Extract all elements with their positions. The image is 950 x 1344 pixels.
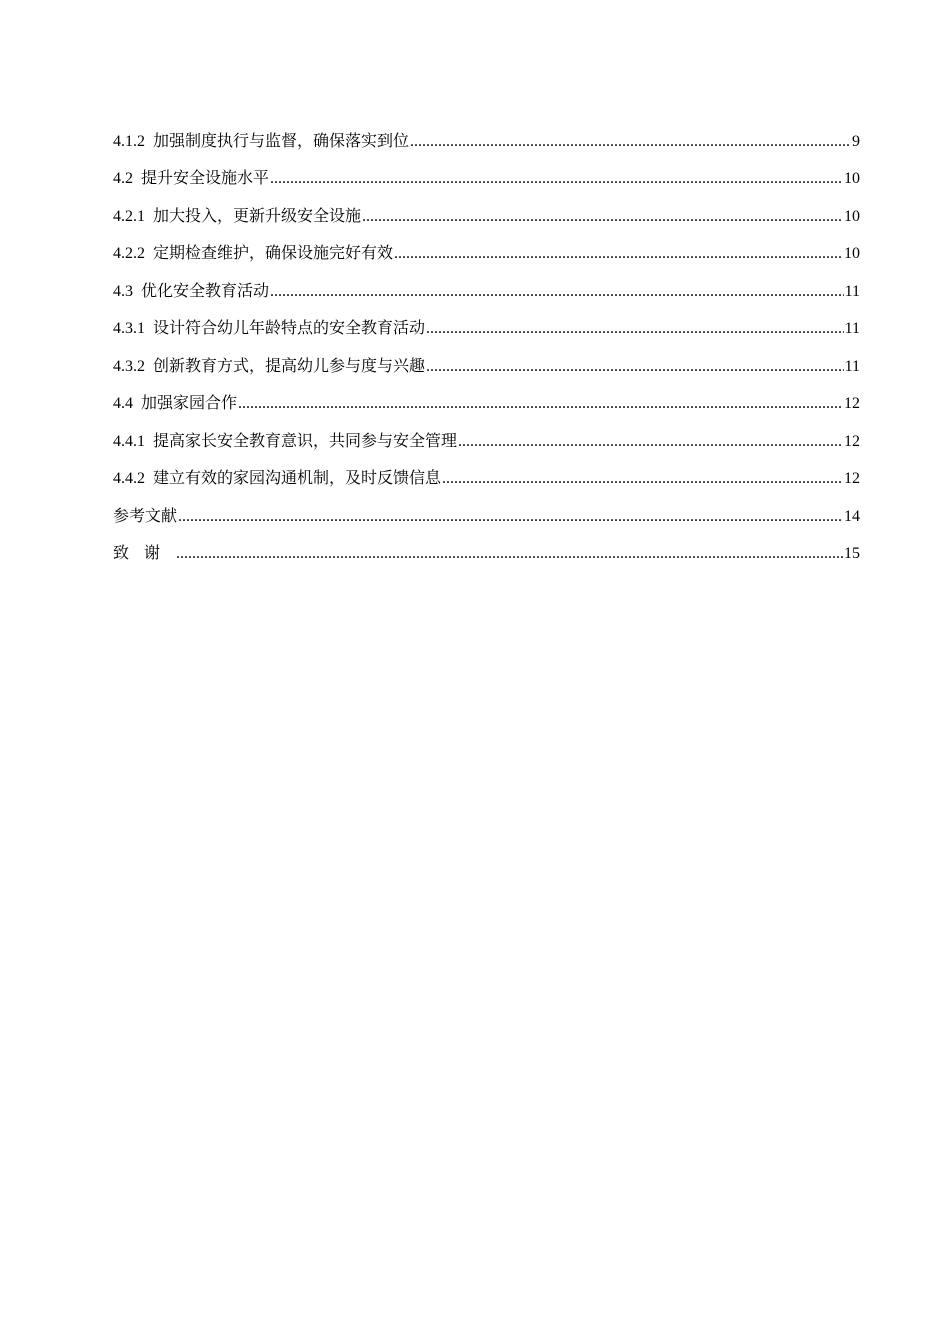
- toc-entry-text: 定期检查维护，确保设施完好有效: [153, 245, 394, 262]
- toc-entry-text: 优化安全教育活动: [141, 282, 270, 300]
- toc-entry-text: 设计符合幼儿年龄特点的安全教育活动: [153, 320, 426, 337]
- toc-entry[interactable]: [113, 118, 860, 156]
- toc-entry-title: [113, 428, 457, 456]
- toc-leader-dots: [270, 278, 844, 306]
- toc-entry[interactable]: [113, 306, 860, 344]
- toc-leader-dots: [362, 203, 843, 231]
- toc-entry-title: [113, 128, 409, 156]
- toc-leader-dots: [426, 315, 844, 343]
- toc-entry-number: 4.1.2: [113, 132, 145, 150]
- toc-entry-text: 加强制度执行与监督，确保落实到位: [153, 132, 410, 150]
- toc-leader-dots: [426, 353, 844, 381]
- toc-page-number: 10: [844, 170, 860, 187]
- toc-page-number: 12: [844, 432, 860, 450]
- toc-leader-dots: [238, 390, 843, 418]
- toc-leader-dots: [176, 540, 843, 568]
- toc-entry[interactable]: [113, 156, 860, 194]
- toc-entry-number: 4.3.1: [113, 320, 145, 337]
- toc-entry[interactable]: [113, 193, 860, 231]
- toc-entry-number: 4.2.1: [113, 207, 145, 225]
- toc-entry-title: [113, 390, 237, 418]
- toc-entry-title: 参考文献: [113, 507, 178, 525]
- toc-entry[interactable]: [113, 231, 860, 269]
- toc-entry[interactable]: [113, 418, 860, 456]
- toc-entry-number: 4.3.2: [113, 357, 145, 375]
- toc-page-number: 14: [844, 507, 860, 525]
- toc-page-number: 11: [844, 282, 860, 300]
- toc-page-number: 11: [844, 320, 860, 337]
- toc-entry-number: 4.3: [113, 282, 133, 300]
- toc-page-number: 12: [844, 470, 860, 487]
- table-of-contents: [113, 118, 860, 568]
- toc-entry-number: 4.4.2: [113, 470, 145, 487]
- toc-entry[interactable]: [113, 381, 860, 419]
- toc-leader-dots: [442, 465, 843, 493]
- toc-entry-text: 建立有效的家园沟通机制，及时反馈信息: [153, 470, 442, 487]
- toc-entry-title: [113, 315, 425, 343]
- toc-entry-title: [113, 165, 269, 193]
- toc-leader-dots: [270, 165, 843, 193]
- toc-entry-references[interactable]: [113, 493, 860, 531]
- toc-entry-title: [113, 465, 441, 493]
- toc-entry[interactable]: [113, 343, 860, 381]
- toc-leader-dots: [394, 240, 843, 268]
- toc-entry-title: [113, 203, 361, 231]
- toc-leader-dots: [178, 503, 843, 531]
- toc-entry[interactable]: [113, 456, 860, 494]
- toc-entry-number: 4.4: [113, 395, 133, 412]
- toc-entry-number: 4.2.2: [113, 245, 145, 262]
- toc-entry-text: 加强家园合作: [141, 395, 238, 412]
- toc-entry[interactable]: [113, 268, 860, 306]
- toc-entry-title: [113, 278, 269, 306]
- toc-entry-number: 4.4.1: [113, 432, 145, 450]
- toc-entry-title: [113, 240, 393, 268]
- toc-entry-number: 4.2: [113, 170, 133, 187]
- toc-page-number: 9: [852, 132, 860, 150]
- toc-entry-text: 提高家长安全教育意识，共同参与安全管理: [153, 432, 458, 450]
- toc-entry-title: [113, 353, 425, 381]
- toc-entry-text: 加大投入，更新升级安全设施: [153, 207, 362, 225]
- toc-leader-dots: [410, 128, 851, 156]
- toc-page-number: 11: [844, 357, 860, 375]
- toc-entry-title: 致谢: [113, 545, 176, 562]
- toc-page-number: 15: [844, 545, 860, 562]
- toc-page-number: 12: [844, 395, 860, 412]
- toc-entry-text: 创新教育方式，提高幼儿参与度与兴趣: [153, 357, 426, 375]
- toc-page-number: 10: [844, 207, 860, 225]
- toc-page-number: 10: [844, 245, 860, 262]
- toc-leader-dots: [458, 428, 843, 456]
- toc-entry-text: 提升安全设施水平: [141, 170, 270, 187]
- toc-entry-acknowledgements[interactable]: [113, 531, 860, 569]
